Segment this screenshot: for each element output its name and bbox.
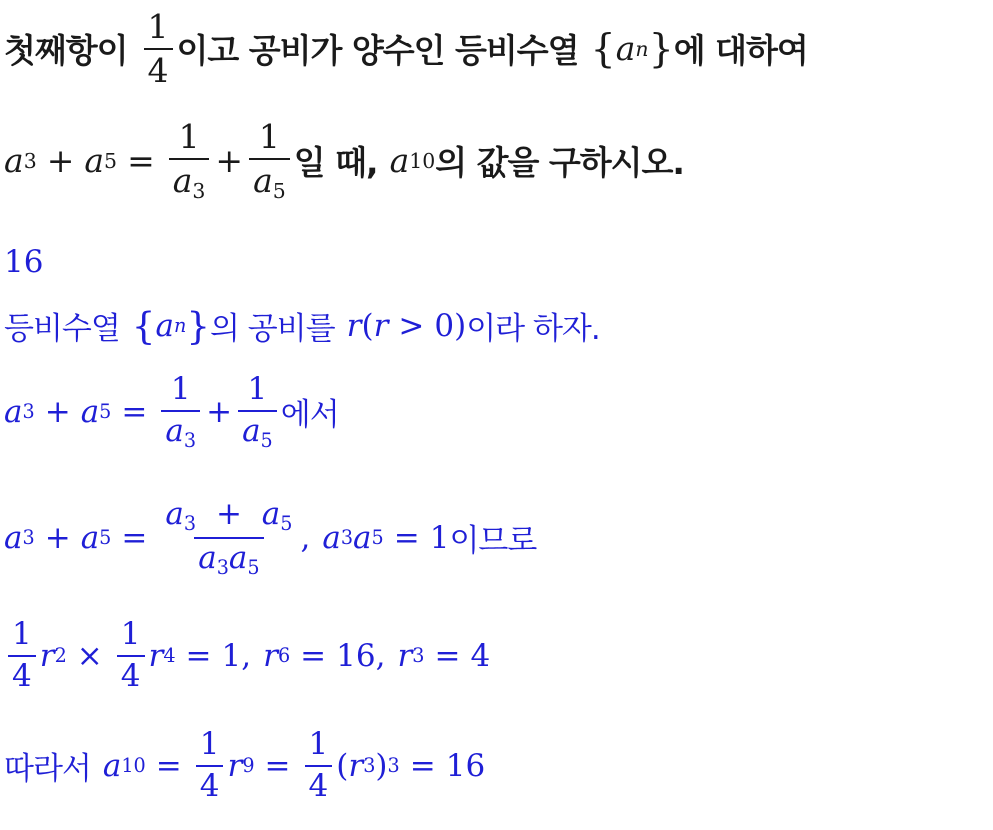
solution-line-1: 등비수열 { a n } 의 공비를 r ( r > 0 ) 이라 하자. — [4, 303, 600, 348]
problem-text: 에 대하여 — [673, 31, 808, 71]
solution-line-2: a 3 + a 5 = $\frac{1}{a_3}$ + $\frac{1}{a_5}$ 에서 — [4, 371, 339, 452]
problem-text: 첫째항이 — [4, 31, 128, 71]
solution-line-5: 따라서 a 10 = $\frac{1}{4}$ r 9 = $\frac{1}{4}$ ( r 3 ) 3 = 16 — [4, 726, 486, 804]
solution-line-4: $\frac{1}{4}$ r 2 × $\frac{1}{4}$ r 4 = 1 , r 6 = 16 , r 3 = 4 — [4, 617, 490, 694]
solution-line-3: a 3 + a 5 = $\frac{a_3 + a_5}{a_3a_5}$ , a 3 a 5 = 1 이므로 — [4, 496, 537, 579]
problem-text: 일 때, — [293, 143, 378, 183]
problem-line-1: 첫째항이 $\frac{1}{4}$ 이고 공비가 양수인 등비수열 { a n } 에 대하여 — [4, 7, 808, 90]
answer-line — [4, 244, 43, 280]
problem-text: 의 값을 구하시오. — [435, 143, 684, 183]
fraction-one-over-a3: $\frac{1}{a_3}$ — [169, 118, 210, 204]
problem-text: 이고 공비가 양수인 등비수열 — [176, 31, 579, 71]
fraction-one-quarter: $\frac{1}{4}$ — [144, 8, 173, 90]
problem-line-2: a 3 + a 5 = $\frac{1}{a_3}$ + $\frac{1}{a_5}$ 일 때, a 10 의 값을 구하시오. — [4, 117, 684, 204]
answer-value: 16 — [4, 244, 44, 280]
fraction-one-over-a5: $\frac{1}{a_5}$ — [249, 118, 290, 204]
